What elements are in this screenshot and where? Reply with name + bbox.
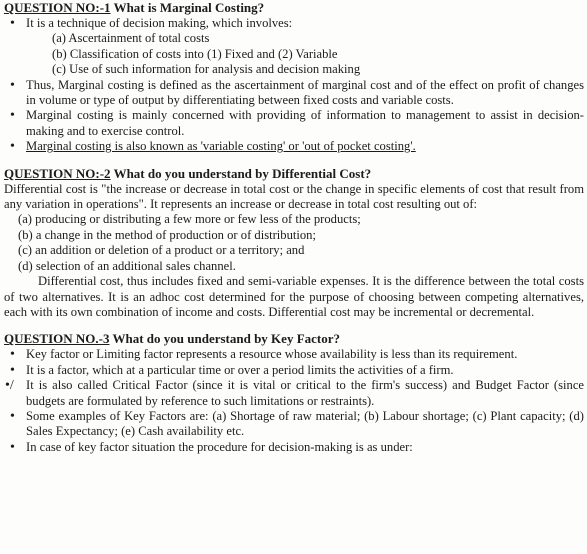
paragraph: Differential cost, thus includes fixed and semi-variable expenses. It is the difference between the total costs of two alternatives. It is an adhoc cost determined for the purpose of choosing between competing alternatives, each with its own combination of income and costs. Differential cost may be incremental or decremental. (4, 274, 584, 319)
question-1 (4, 0, 584, 155)
bullet-text: Key factor or Limiting factor represents a resource whose availability is less than its requirement. (26, 347, 518, 362)
question-3-bullets (4, 347, 584, 455)
sub-item: (a) producing or distributing a few more or few less of the products; (18, 212, 361, 227)
sub-item: (b) a change in the method of production or of distribution; (18, 227, 316, 242)
bullet-text: In case of key factor situation the procedure for decision-making is as under: (26, 439, 413, 454)
sub-list (26, 31, 584, 77)
sub-item: (c) Use of such information for analysis and decision making (52, 62, 361, 77)
bullet-item (4, 363, 584, 378)
bullet-item (4, 78, 584, 109)
sub-item: (b) Classification of costs into (1) Fixed and (2) Variable (52, 46, 338, 61)
question-number: QUESTION NO.-3 (4, 331, 110, 347)
bullet-text: Some examples of Key Factors are: (a) Shortage of raw material; (b) Labour shortage; (c) Plant capacity; (d) Sales Expectancy; (e) Cash availability etc. (26, 408, 584, 439)
sub-item: (c) an addition or deletion of a product or a territory; and (18, 243, 305, 258)
paragraph: Differential cost is "the increase or decrease in total cost or the change in specific elements of cost that result from any variation in operations". It represents an increase or decrease in total cost resulting out of: (4, 181, 584, 212)
question-title: What is Marginal Costing? (113, 0, 265, 15)
bullet-item (4, 139, 584, 154)
question-title: What do you understand by Key Factor? (112, 331, 341, 347)
question-1-bullets (4, 16, 584, 155)
bullet-text: It is also called Critical Factor (since it is vital or critical to the firm's success) and Budget Factor (since budgets are formulated by reference to such limitations or restraints). (26, 378, 584, 408)
question-3-heading (4, 331, 584, 347)
question-2 (4, 166, 584, 321)
bullet-item (4, 378, 584, 409)
bullet-item (4, 440, 584, 455)
question-number: QUESTION NO:-2 (4, 165, 111, 181)
bullet-text: It is a technique of decision making, which involves: (26, 16, 293, 30)
bullet-text: Thus, Marginal costing is defined as the ascertainment of marginal cost and of the effect on profit of changes in volume or type of output by differentiating between fixed costs and variable costs. (26, 77, 584, 108)
bullet-text: It is a factor, which at a particular time or over a period limits the activities of a firm. (26, 362, 454, 377)
sub-list (4, 212, 584, 274)
question-2-heading (4, 166, 584, 182)
question-number: QUESTION NO:-1 (4, 0, 111, 15)
question-3 (4, 331, 584, 455)
document-page (4, 0, 584, 455)
bullet-item (4, 108, 584, 139)
bullet-text: Marginal costing is mainly concerned with providing of information to management to assist in decision-making and to exercise control. (26, 108, 584, 138)
bullet-item (4, 347, 584, 362)
sub-item: (d) selection of an additional sales channel. (18, 258, 236, 273)
bullet-text: Marginal costing is also known as 'variable costing' or 'out of pocket costing'. (26, 139, 416, 154)
question-1-heading (4, 0, 584, 16)
bullet-item (4, 16, 584, 78)
bullet-item (4, 409, 584, 440)
sub-item: (a) Ascertainment of total costs (52, 31, 210, 46)
question-title: What do you understand by Differential Cost? (113, 165, 372, 181)
